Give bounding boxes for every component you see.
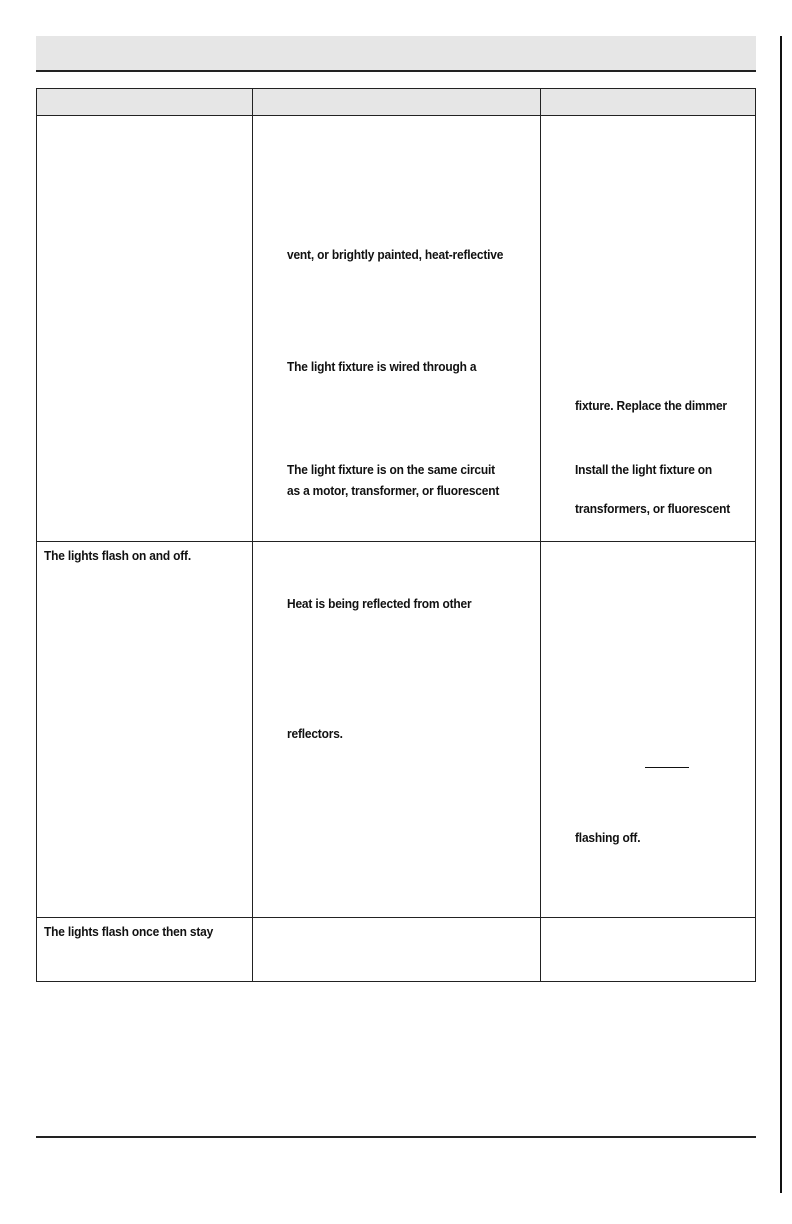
page-edge-rule — [780, 36, 782, 1193]
emphasis-underline — [645, 767, 689, 768]
row1-solution-text: Install the light fixture on — [575, 462, 713, 477]
row1-cause-text: The light fixture is on the same circuit — [287, 462, 495, 477]
row1-cause-text: vent, or brightly painted, heat-reflective — [287, 247, 504, 262]
row-divider-2 — [37, 917, 755, 918]
column-divider-2 — [540, 89, 541, 981]
row2-problem-text: The lights flash on and off. — [44, 548, 192, 563]
row1-solution-text: fixture. Replace the dimmer — [575, 398, 727, 413]
row-divider-1 — [37, 541, 755, 542]
row2-solution-text: flashing off. — [575, 830, 641, 845]
footer-rule — [36, 1136, 756, 1138]
troubleshooting-table — [36, 88, 756, 982]
row1-cause-text: as a motor, transformer, or fluorescent — [287, 483, 500, 498]
row1-solution-text: transformers, or fluorescent — [575, 501, 731, 516]
row1-cause-text: The light fixture is wired through a — [287, 359, 477, 374]
section-header-band — [36, 36, 756, 72]
row2-cause-text: Heat is being reflected from other — [287, 596, 472, 611]
table-header-row — [37, 89, 755, 116]
row2-cause-text: reflectors. — [287, 726, 343, 741]
row3-problem-text: The lights flash once then stay — [44, 924, 214, 939]
column-divider-1 — [252, 89, 253, 981]
